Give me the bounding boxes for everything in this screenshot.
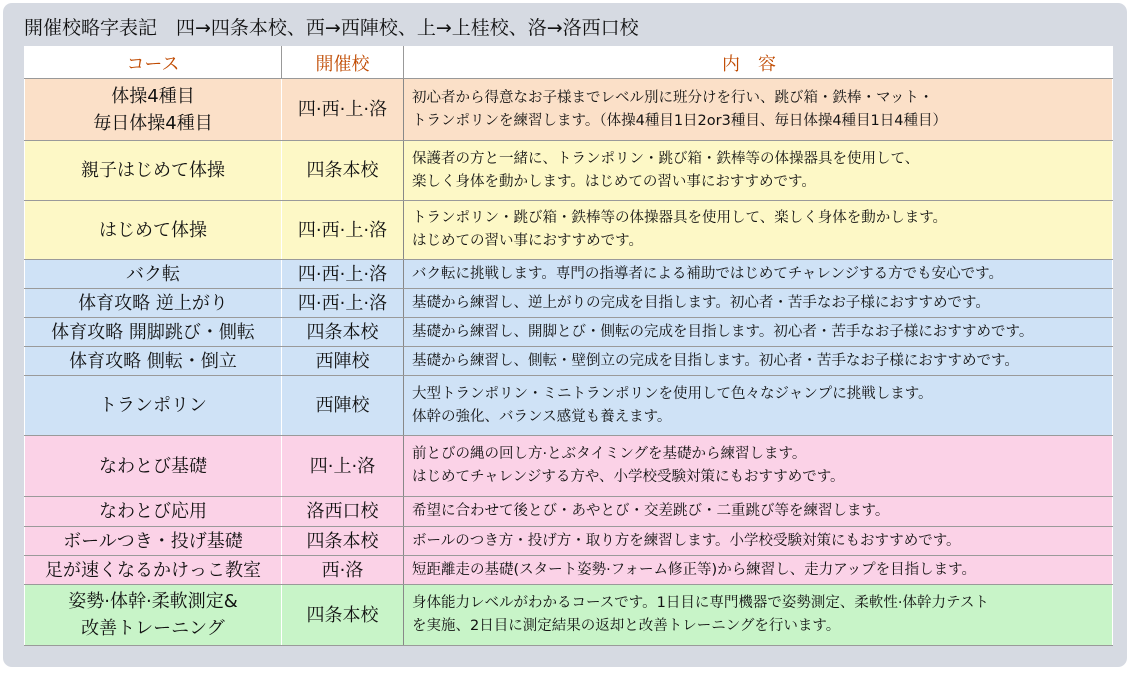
course-description: バク転に挑戦します。専門の指導者による補助ではじめてチャレンジする方でも安心です。 <box>404 260 1113 289</box>
school-code: 四·西·上·洛 <box>282 79 404 141</box>
school-code: 四·西·上·洛 <box>282 201 404 260</box>
table-row <box>25 141 1113 201</box>
course-description: 初心者から得意なお子様までレベル別に班分けを行い、跳び箱・鉄棒・マット・ トランポリンを練習します。（体操4種目1日2or3種目、毎日体操4種目1日4種目） <box>404 79 1113 141</box>
school-code: 四条本校 <box>282 585 404 646</box>
table-row <box>25 527 1113 556</box>
course-description: ボールのつき方・投げ方・取り方を練習します。小学校受験対策にもおすすめです。 <box>404 527 1113 556</box>
header-course: コース <box>25 47 282 79</box>
school-code: 洛西口校 <box>282 497 404 527</box>
school-code: 四·上·洛 <box>282 436 404 497</box>
table-header-row <box>25 47 1113 79</box>
school-code: 四·西·上·洛 <box>282 289 404 318</box>
header-school: 開催校 <box>282 47 404 79</box>
table-row <box>25 79 1113 141</box>
course-description: 短距離走の基礎(スタート姿勢·フォーム修正等)から練習し、走力アップを目指します。 <box>404 556 1113 585</box>
course-name: ボールつき・投げ基礎 <box>25 527 282 556</box>
school-code: 四条本校 <box>282 318 404 347</box>
table-row <box>25 318 1113 347</box>
course-name: なわとび応用 <box>25 497 282 527</box>
course-name: 体育攻略 側転・倒立 <box>25 347 282 376</box>
school-code: 四条本校 <box>282 527 404 556</box>
table-row <box>25 436 1113 497</box>
header-content: 内容 <box>404 47 1113 79</box>
course-description: 身体能力レベルがわかるコースです。1日目に専門機器で姿勢測定、柔軟性·体幹力テスト を実施、2日目に測定結果の返却と改善トレーニングを行います。 <box>404 585 1113 646</box>
abbreviation-caption: 開催校略字表記 四→四条本校、西→西陣校、上→上桂校、洛→洛西口校 <box>24 17 639 39</box>
school-code: 四·西·上·洛 <box>282 260 404 289</box>
school-code: 四条本校 <box>282 141 404 201</box>
course-name: なわとび基礎 <box>25 436 282 497</box>
table-row <box>25 556 1113 585</box>
course-table <box>24 46 1113 646</box>
school-code: 西·洛 <box>282 556 404 585</box>
course-description: 基礎から練習し、逆上がりの完成を目指します。初心者・苦手なお子様におすすめです。 <box>404 289 1113 318</box>
course-name: 親子はじめて体操 <box>25 141 282 201</box>
course-description: トランポリン・跳び箱・鉄棒等の体操器具を使用して、楽しく身体を動かします。 はじめての習い事におすすめです。 <box>404 201 1113 260</box>
table-row <box>25 497 1113 527</box>
course-description: 基礎から練習し、側転・壁倒立の完成を目指します。初心者・苦手なお子様におすすめです。 <box>404 347 1113 376</box>
course-name: トランポリン <box>25 376 282 436</box>
course-description: 大型トランポリン・ミニトランポリンを使用して色々なジャンプに挑戦します。 体幹の強化、バランス感覚も養えます。 <box>404 376 1113 436</box>
table-row <box>25 260 1113 289</box>
course-name: 足が速くなるかけっこ教室 <box>25 556 282 585</box>
course-name: 体育攻略 逆上がり <box>25 289 282 318</box>
course-name: 体育攻略 開脚跳び・側転 <box>25 318 282 347</box>
table-row <box>25 201 1113 260</box>
table-row <box>25 347 1113 376</box>
course-description: 希望に合わせて後とび・あやとび・交差跳び・二重跳び等を練習します。 <box>404 497 1113 527</box>
course-name: バク転 <box>25 260 282 289</box>
school-code: 西陣校 <box>282 347 404 376</box>
course-name: 姿勢·体幹·柔軟測定& 改善トレーニング <box>25 585 282 646</box>
course-name: 体操4種目 毎日体操4種目 <box>25 79 282 141</box>
school-code: 西陣校 <box>282 376 404 436</box>
table-row <box>25 376 1113 436</box>
course-description: 保護者の方と一緒に、トランポリン・跳び箱・鉄棒等の体操器具を使用して、 楽しく身体を動かします。はじめての習い事におすすめです。 <box>404 141 1113 201</box>
table-row <box>25 289 1113 318</box>
table-row <box>25 585 1113 646</box>
course-description: 前とびの縄の回し方·とぶタイミングを基礎から練習します。 はじめてチャレンジする方や、小学校受験対策にもおすすめです。 <box>404 436 1113 497</box>
course-name: はじめて体操 <box>25 201 282 260</box>
course-description: 基礎から練習し、開脚とび・側転の完成を目指します。初心者・苦手なお子様におすすめです。 <box>404 318 1113 347</box>
